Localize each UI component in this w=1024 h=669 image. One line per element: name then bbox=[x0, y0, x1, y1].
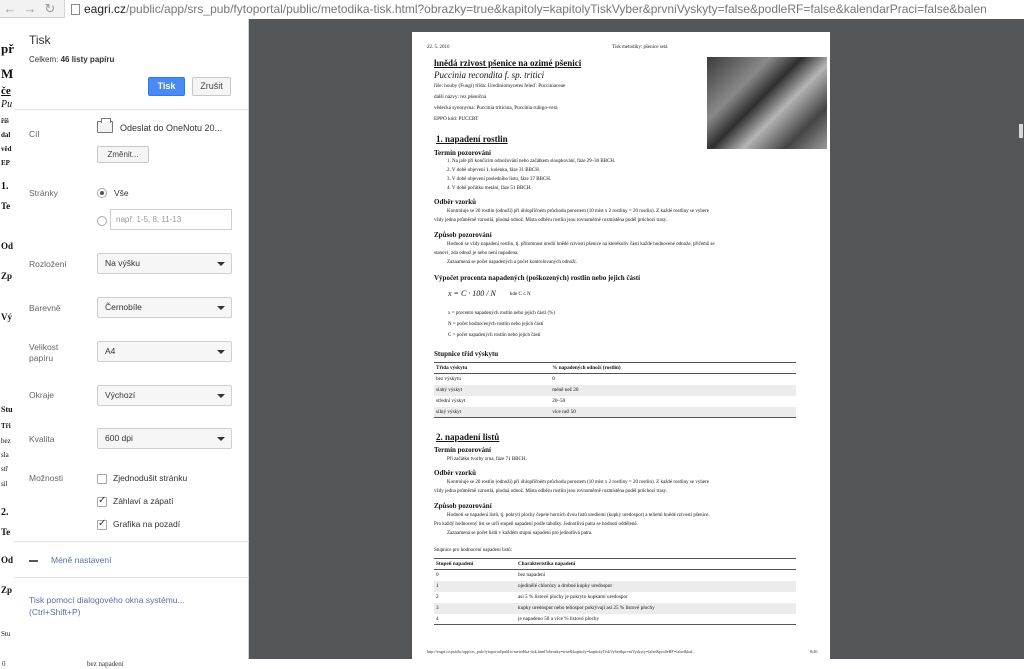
calc-heading: Výpočet procenta napadených (poškozených) rostlin nebo jejich částí bbox=[434, 274, 641, 282]
underlying-bottom-row bbox=[0, 659, 1024, 669]
underlying-text: sla bbox=[1, 451, 9, 459]
s2-term-heading: Termín pozorování bbox=[434, 446, 491, 454]
color-select[interactable] bbox=[97, 297, 232, 318]
underlying-text: 1. bbox=[1, 181, 9, 192]
page-footer-url: http://eagri.cz/public/app/srs_pub/fytoportal/public/metodika-tisk.html?obrazky=true&kapitoly=kapitolyTiskVyber&prvniVyskyty=false&podleRF=false&kal... bbox=[427, 649, 696, 654]
table-header-cell: % napadených odnoží (rostlin) bbox=[550, 363, 796, 374]
quality-select[interactable] bbox=[97, 428, 232, 449]
preview-scrollbar[interactable] bbox=[1018, 19, 1024, 659]
table-cell: 0 bbox=[436, 572, 439, 579]
table-row bbox=[434, 603, 796, 614]
legend-n: N = počet hodnocených rostlin nebo jejich částí bbox=[448, 322, 544, 327]
chevron-down-icon bbox=[217, 437, 225, 441]
s1-term-item: 4. V době počátku metání, fáze 51 BBCH. bbox=[447, 186, 532, 191]
chevron-down-icon bbox=[217, 350, 225, 354]
sheet-count-value: 46 listy papíru bbox=[60, 55, 115, 64]
back-icon[interactable]: ← bbox=[3, 0, 17, 16]
table-cell: 3 bbox=[436, 605, 439, 611]
url-path: /public/app/srs_pub/fytoportal/public/metodika-tisk.html?obrazky=true&kapitoly=kapitolyTiskVyber&prvniVyskyty=false&podleRF=false&kalendarPraci=false&balen bbox=[126, 2, 987, 16]
underlying-text: M bbox=[1, 66, 14, 81]
underlying-text: Zp bbox=[1, 271, 13, 281]
background-graphics-label: Grafika na pozadí bbox=[113, 519, 181, 529]
underlying-text: če bbox=[1, 85, 11, 97]
doc-meta-names: další názvy: rez pšeničná bbox=[434, 94, 486, 100]
underlying-text: Pu bbox=[1, 99, 13, 110]
scrollbar-thumb[interactable] bbox=[1019, 124, 1023, 138]
headers-footers-label: Záhlaví a zápatí bbox=[113, 496, 174, 506]
table-cell: ojedinělé chlorózy a drobné kupky uredospor bbox=[518, 583, 613, 589]
underlying-text: Od bbox=[1, 555, 14, 565]
layout-select[interactable] bbox=[97, 253, 232, 274]
leaf-infection-scale-table bbox=[434, 558, 796, 625]
legend-x: x = procento napadených rostlin nebo jejich částí (%) bbox=[448, 311, 555, 316]
s1-sampling-text: vždy jedna průměrně vzrostlá, plodná odnož. Místa odběru rostlin jsou rovnoměrně rozmístěna podél průchozí trasy. bbox=[434, 218, 668, 223]
table-row bbox=[434, 614, 796, 625]
sheet-count-label: Celkem: bbox=[29, 55, 59, 64]
s1-method-text: Zaznamená se počet napadených a počet kontrolovaných odnoží. bbox=[447, 260, 577, 265]
layout-label: Rozložení bbox=[29, 259, 67, 269]
formula-condition: kde C ≤ N bbox=[510, 292, 531, 297]
browser-toolbar bbox=[0, 0, 1024, 18]
s2-sampling-text: vždy jedna průměrně vzrostlá, plodná odnož. Místa odběru rostlin jsou rovnoměrně rozmístěna podél průchozí trasy. bbox=[434, 489, 668, 494]
s1-sampling-heading: Odběr vzorků bbox=[434, 198, 477, 206]
pages-all-radio[interactable] bbox=[97, 188, 107, 198]
table-row bbox=[434, 385, 796, 396]
quality-label: Kvalita bbox=[29, 434, 55, 444]
s1-term-item: 2. V době objevení 1. kolénka, fáze 31 BBCH. bbox=[447, 168, 541, 173]
preview-page bbox=[412, 32, 830, 659]
system-dialog-link[interactable] bbox=[29, 594, 185, 618]
underlying-text: dal bbox=[1, 131, 11, 139]
table-cell: 1 bbox=[436, 583, 439, 589]
simplify-label: Zjednodušit stránku bbox=[113, 473, 188, 483]
table-header-cell: Třída výskytu bbox=[434, 363, 550, 374]
chevron-down-icon bbox=[217, 306, 225, 310]
formula: x = C · 100 / N bbox=[448, 289, 496, 298]
collapse-icon bbox=[29, 560, 38, 562]
paper-size-label-line1: Velikost bbox=[29, 342, 59, 352]
paper-size-label-line2: papíru bbox=[29, 353, 54, 363]
page-date: 22. 5. 2016 bbox=[427, 45, 450, 50]
table-row bbox=[434, 570, 796, 581]
margins-select[interactable] bbox=[97, 385, 232, 406]
underlying-text: př bbox=[1, 41, 14, 56]
system-dialog-text: Tisk pomocí dialogového okna systému... bbox=[29, 595, 185, 605]
pages-label: Stránky bbox=[29, 188, 58, 198]
address-bar[interactable] bbox=[64, 0, 1024, 18]
table-cell: více než 50 bbox=[550, 407, 796, 418]
print-title: Tisk bbox=[29, 33, 51, 47]
pages-custom-radio[interactable] bbox=[97, 216, 107, 226]
underlying-text: Stu bbox=[1, 405, 13, 414]
page-header-title: Tisk metodiky: pšenice setá bbox=[612, 45, 668, 50]
table-cell: 0 bbox=[552, 376, 555, 383]
table-cell: střední výskyt bbox=[436, 398, 466, 404]
paper-size-label bbox=[29, 342, 58, 364]
margins-value: Výchozí bbox=[105, 390, 136, 400]
chevron-down-icon bbox=[217, 262, 225, 266]
less-settings-toggle[interactable] bbox=[14, 541, 249, 578]
table-header-cell: Charakteristika napadení bbox=[516, 559, 796, 570]
doc-latin-name: Puccinia recondita f. sp. tritici bbox=[434, 70, 545, 80]
destination-value: Odeslat do OneNotu 20... bbox=[120, 123, 223, 133]
printer-icon bbox=[97, 121, 113, 133]
s1-method-text: stanoví, zda odnož je nebo není napadena. bbox=[434, 251, 519, 256]
s1-term-heading: Termín pozorování bbox=[434, 149, 491, 157]
underlying-text: sil bbox=[1, 480, 8, 488]
page-number: 8/46 bbox=[810, 649, 818, 654]
section-1-title: 1. napadení rostlin bbox=[436, 134, 508, 144]
s2-method-text: Zaznamená se počet listů v každém stupni napadení pro jednotlivá patra. bbox=[447, 531, 593, 536]
simplify-checkbox[interactable] bbox=[97, 474, 107, 484]
table-cell: asi 5 % listové plochy je pokryto kupkami uredospor bbox=[518, 594, 628, 600]
underlying-page bbox=[0, 19, 14, 669]
s2-method-text: Hodnotí se napadení listů, tj. pokrytí plochy čepele horních dvou listů urediemi (kupky uredospor) a teliemi hnědé rzivosti pšenice. bbox=[447, 513, 710, 518]
s2-term-text: Při začátku tvorby zrna, fáze 71 BBCH. bbox=[447, 457, 527, 462]
table-cell: slabý výskyt bbox=[436, 387, 463, 393]
scale-heading: Stupnice tříd výskytu bbox=[434, 350, 499, 358]
table-cell: méně než 20 bbox=[552, 387, 579, 393]
table-row bbox=[434, 374, 796, 385]
s1-sampling-text: Kontroluje se 20 rostlin (odnoží) při úhlopříčném průchodu porostem (10 míst x 2 rostliny = 20 rostlin). Z každé rostliny se vybere bbox=[447, 209, 709, 214]
background-graphics-checkbox[interactable] bbox=[97, 520, 107, 530]
underlying-text: Stu bbox=[1, 630, 11, 638]
doc-meta-eppo: EPPO kód: PUCCRT bbox=[434, 116, 479, 122]
underlying-text: 2. bbox=[1, 507, 9, 518]
system-dialog-shortcut: (Ctrl+Shift+P) bbox=[29, 607, 81, 617]
pages-all-label: Vše bbox=[114, 188, 129, 198]
underlying-text: Te bbox=[1, 527, 11, 537]
underlying-text: 0 bbox=[2, 660, 6, 668]
table-row bbox=[434, 581, 796, 592]
table-cell: bez napadení bbox=[518, 572, 546, 579]
doc-meta-kingdom: říše: houby (Fungi) třída: Urediniomycetes řeleď: Pucciniaceae bbox=[434, 83, 566, 89]
forward-icon[interactable]: → bbox=[23, 0, 37, 16]
s1-term-item: 1. Na jaře při končícím odnožování nebo začátkem sloupkování, fáze 29–30 BBCH. bbox=[447, 159, 616, 164]
less-settings-label: Méně nastavení bbox=[51, 555, 112, 565]
table-cell: bez výskytu bbox=[436, 376, 461, 383]
table-row bbox=[434, 396, 796, 407]
chevron-down-icon bbox=[217, 394, 225, 398]
occurrence-scale-table bbox=[434, 362, 796, 418]
underlying-text: věd bbox=[1, 145, 12, 153]
quality-value: 600 dpi bbox=[105, 433, 133, 443]
underlying-text: Zp bbox=[1, 585, 13, 595]
s1-method-text: Hodnotí se vždy napadení rostlin, tj. přítomnost uredií hnědé rzivosti pšenice na kterékoliv části každé hodnocené odnože, přičemž se bbox=[447, 242, 715, 247]
underlying-text: Tři bbox=[1, 422, 11, 430]
paper-size-select[interactable] bbox=[97, 341, 232, 362]
s1-method-heading: Způsob pozorování bbox=[434, 231, 492, 239]
doc-meta-synonyms: vědecká synonyma: Puccinia triticina, Puccinia rubigo-vera bbox=[434, 105, 558, 111]
table-header-row bbox=[434, 363, 796, 374]
doc-title: hnědá rzivost pšenice na ozimé pšenici bbox=[434, 58, 582, 68]
table-cell: 4 bbox=[434, 614, 516, 625]
s1-term-item: 3. V době objevení posledního listu, fáze 37 BBCH. bbox=[447, 177, 552, 182]
paper-size-value: A4 bbox=[105, 346, 116, 356]
legend-c: C = počet napadených rostlin nebo jejich částí bbox=[448, 333, 541, 338]
print-settings-panel bbox=[14, 19, 249, 659]
underlying-text: bez napadení bbox=[87, 660, 124, 668]
s2-sampling-heading: Odběr vzorků bbox=[434, 469, 477, 477]
options-label: Možnosti bbox=[29, 473, 64, 483]
margins-label: Okraje bbox=[29, 390, 55, 400]
page-icon bbox=[71, 4, 80, 15]
cancel-button[interactable]: Zrušit bbox=[192, 77, 231, 96]
table-header-row bbox=[434, 559, 796, 570]
s2-method-heading: Způsob pozorování bbox=[434, 502, 492, 510]
layout-value: Na výšku bbox=[105, 258, 140, 268]
table-row bbox=[434, 407, 796, 418]
underlying-text: stř bbox=[1, 465, 8, 473]
url-host: eagri.cz bbox=[84, 2, 127, 16]
table-cell: 2 bbox=[436, 594, 439, 600]
print-button[interactable]: Tisk bbox=[148, 77, 185, 96]
underlying-text: bez bbox=[1, 437, 11, 445]
change-destination-button[interactable]: Změnit... bbox=[97, 146, 149, 163]
s2-scale-intro: Stupnice pro hodnocení napadení listů: bbox=[434, 548, 513, 553]
s2-sampling-text: Kontroluje se 20 rostlin (odnoží) při úhlopříčném průchodu porostem (10 míst x 2 rostliny = 20 rostlin). Z každé rostliny se vybere bbox=[447, 480, 709, 485]
table-cell: je napadeno 50 a více % listové plochy bbox=[516, 614, 796, 625]
table-row bbox=[434, 592, 796, 603]
leaf-rust-photo bbox=[707, 57, 827, 149]
table-cell: kupky uredospor nebo teliospor pokrývají asi 25 % listové plochy bbox=[518, 605, 655, 611]
underlying-text: EP bbox=[1, 159, 10, 167]
sheet-count bbox=[29, 55, 114, 64]
underlying-text: Od bbox=[1, 241, 14, 251]
underlying-text: Vý bbox=[1, 312, 12, 322]
headers-footers-checkbox[interactable] bbox=[97, 497, 107, 507]
table-cell: silný výskyt bbox=[434, 407, 550, 418]
underlying-text: Te bbox=[1, 201, 11, 211]
s2-method-text: Pro každý hodnocený list se určí stupeň napadení podle tabulky. Jednotlivá patra se hodnotí odděleně. bbox=[434, 522, 638, 527]
pages-input[interactable]: např. 1-5, 8, 11-13 bbox=[110, 209, 232, 230]
reload-icon[interactable]: ↻ bbox=[44, 0, 56, 16]
table-cell: 20–50 bbox=[552, 398, 566, 404]
section-2-title: 2. napadení listů bbox=[436, 432, 500, 442]
table-header-cell: Stupeň napadení bbox=[434, 559, 516, 570]
underlying-text: říš bbox=[1, 117, 9, 125]
destination-label: Cíl bbox=[29, 129, 40, 139]
color-value: Černobíle bbox=[105, 302, 142, 312]
color-label: Barevně bbox=[29, 303, 61, 313]
